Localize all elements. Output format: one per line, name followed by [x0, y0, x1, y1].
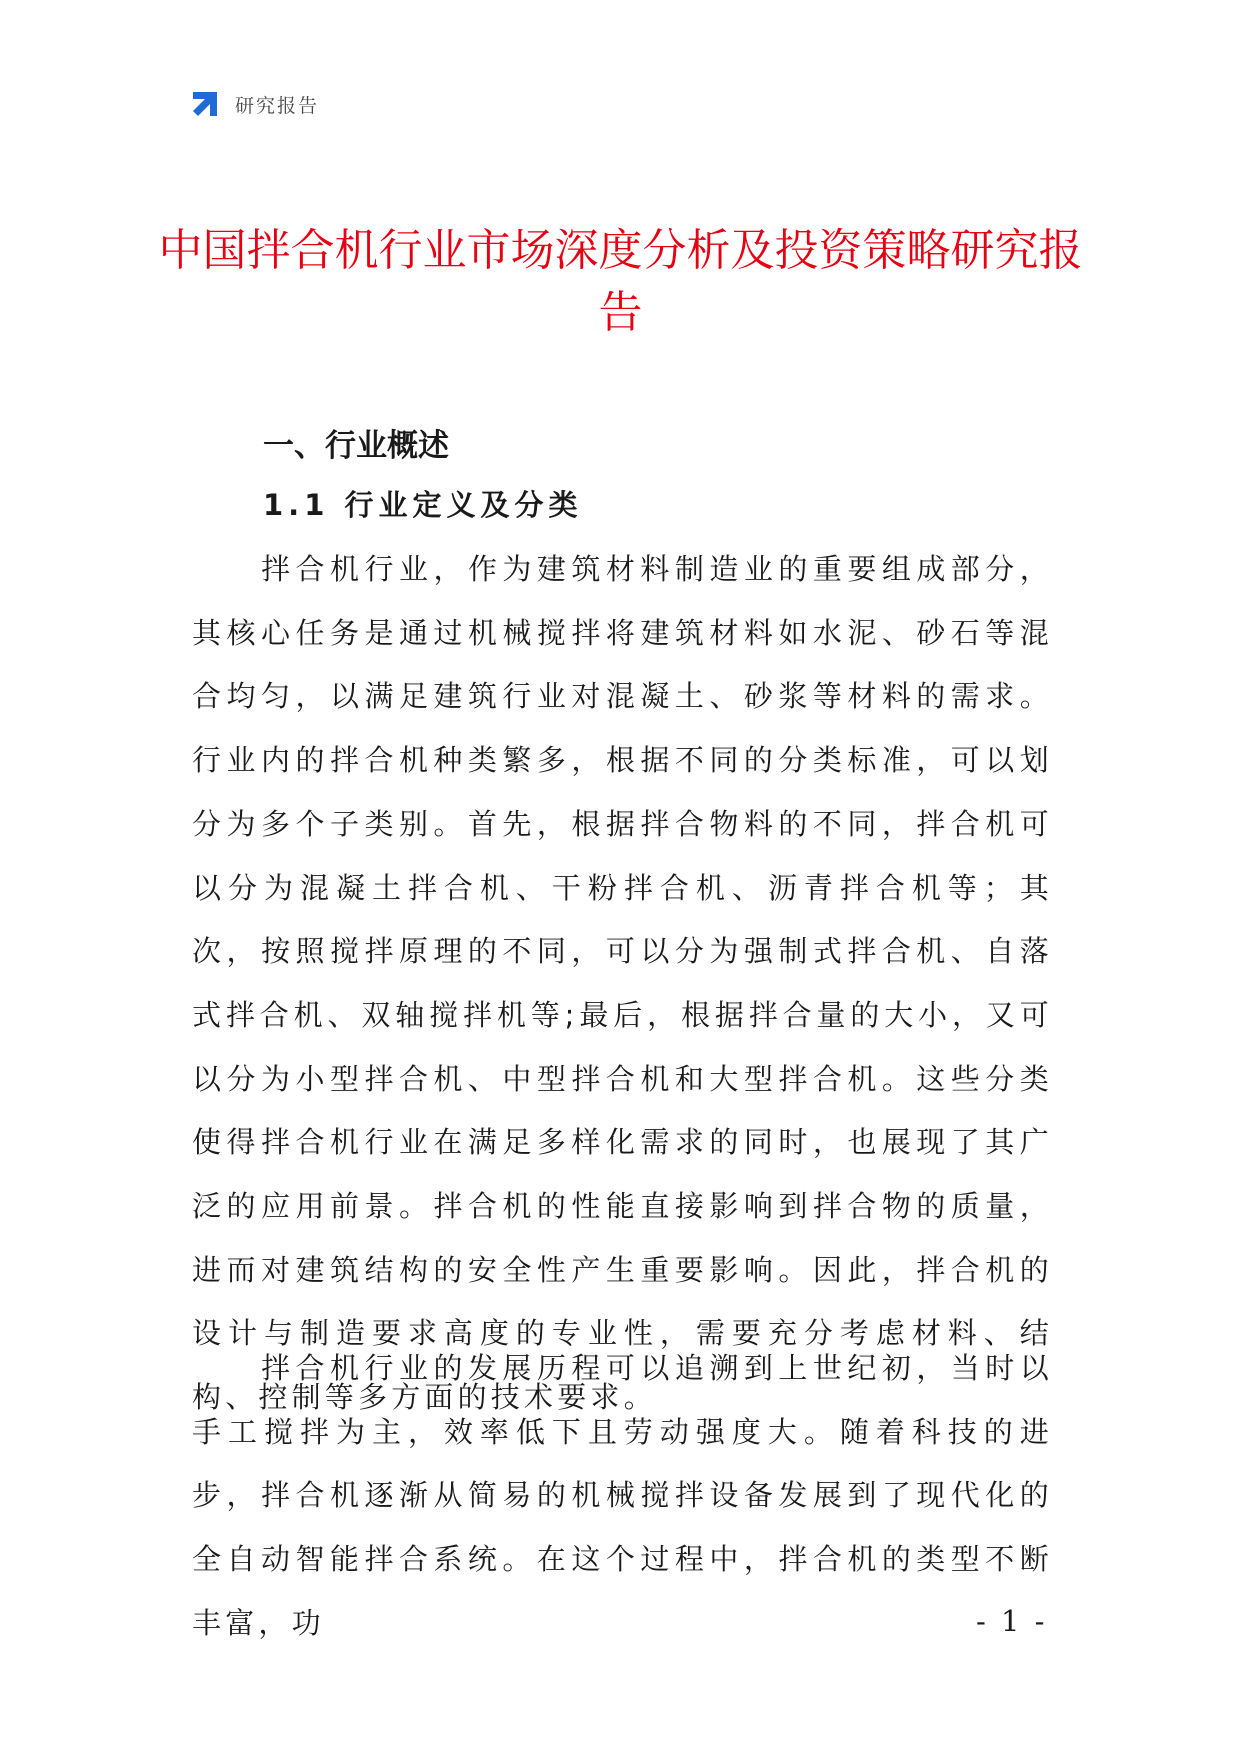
page-header [189, 88, 319, 120]
document-title: 中国拌合机行业市场深度分析及投资策略研究报告 [158, 225, 1083, 338]
header-label: 研究报告 [235, 94, 320, 117]
body-paragraph: 拌合机行业，作为建筑材料制造业的重要组成部分，其核心任务是通过机械搅拌将建筑材料如水泥、砂石等混合均匀，以满足建筑行业对混凝土、砂浆等材料的需求。行业内的拌合机种类繁多，根据不同的分类标准，可以划分为多个子类别。首先，根据拌合物料的不同，拌合机可以分为混凝土拌合机、干粉拌合机、沥青拌合机等；其次，按照搅拌原理的不同，可以分为强制式拌合机、自落式拌合机、双轴搅拌机等;最后，根据拌合量的大小，又可以分为小型拌合机、中型拌合机和大型拌合机。这些分类使得拌合机行业在满足多样化需求的同时，也展现了其广泛的应用前景。拌合机的性能直接影响到拌合物的质量，进而对建筑结构的安全性产生重要影响。因此，拌合机的设计与制造要求高度的专业性，需要充分考虑材料、结构、控制等多方面的技术要求。 [192, 552, 1053, 1415]
arrow-logo-icon [189, 88, 221, 120]
body-paragraph: 拌合机行业的发展历程可以追溯到上世纪初，当时以手工搅拌为主，效率低下且劳动强度大。随着科技的进步，拌合机逐渐从简易的机械搅拌设备发展到了现代化的全自动智能拌合系统。在这个过程中，拌合机的类型不断丰富，功 [192, 1351, 1053, 1640]
section-heading: 一、行业概述 [263, 428, 449, 464]
subsection-heading: 1.1 行业定义及分类 [263, 488, 583, 522]
page-number: - 1 - [976, 1604, 1048, 1638]
